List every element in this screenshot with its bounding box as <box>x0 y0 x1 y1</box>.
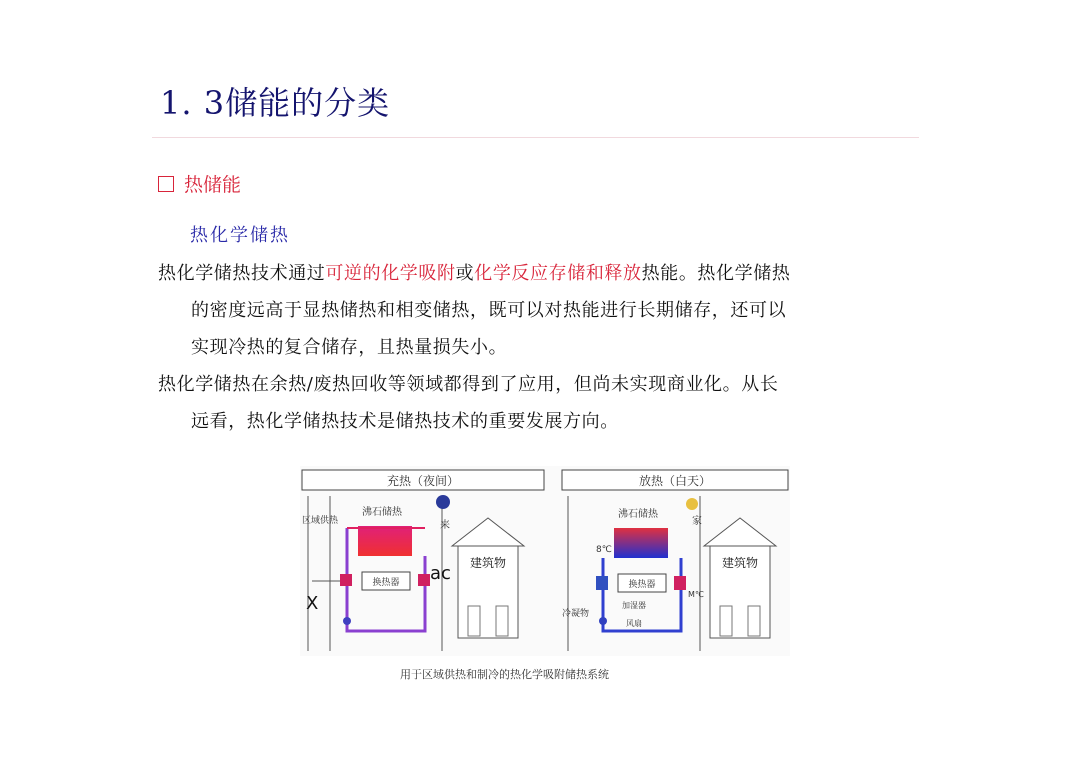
subsection-heading: 热化学储热 <box>190 225 290 246</box>
humidifier-label: 加湿器 <box>622 601 646 610</box>
paragraph-1-line-3: 实现冷热的复合储存，且热量损失小。 <box>191 337 508 358</box>
left-mark: 来 <box>440 520 450 531</box>
section-heading-text: 热储能 <box>184 174 242 196</box>
system-diagram <box>300 466 790 656</box>
right-temp-label: 8℃ <box>596 545 612 555</box>
left-header: 充热（夜间） <box>386 474 460 488</box>
right-valve <box>596 576 608 590</box>
right-store-label: 沸石储热 <box>618 509 658 520</box>
title-divider <box>152 137 919 138</box>
figure-caption: 用于区域供热和制冷的热化学吸附储热系统 <box>400 668 609 681</box>
right-valve-2 <box>674 576 686 590</box>
sun-icon <box>686 498 698 510</box>
right-header: 放热（白天） <box>638 474 712 488</box>
m-mark: M℃ <box>688 590 704 599</box>
highlight-text: 化学反应存储和释放 <box>474 263 642 284</box>
paragraph-2-line-1: 热化学储热在余热/废热回收等领域都得到了应用，但尚未实现商业化。从长 <box>158 374 779 395</box>
text-run: 或 <box>455 263 475 284</box>
left-valve <box>340 574 352 586</box>
page-title: 1. 3储能的分类 <box>160 84 391 122</box>
left-building-label: 建筑物 <box>469 556 507 570</box>
right-building-label: 建筑物 <box>721 556 759 570</box>
paragraph-2-line-2: 远看，热化学储热技术是储热技术的重要发展方向。 <box>191 411 619 432</box>
section-heading <box>158 170 241 197</box>
right-zeolite-tank <box>614 528 668 558</box>
right-exchanger-label: 换热器 <box>628 580 656 590</box>
diagram-svg <box>300 466 790 656</box>
paragraph-1-line-2: 的密度远高于显热储热和相变储热，既可以对热能进行长期储存，还可以 <box>191 300 787 321</box>
district-heating-label: 区域供热 <box>302 516 339 526</box>
paragraph-1-line-1 <box>158 255 918 292</box>
x-mark: X <box>306 593 319 614</box>
paragraph-1 <box>158 255 918 366</box>
fan-label: 风扇 <box>626 619 642 628</box>
text-run: 热能。热化学储热 <box>641 263 791 284</box>
highlight-text: 可逆的化学吸附 <box>325 263 456 284</box>
moon-icon <box>436 495 450 509</box>
right-pump-icon <box>599 617 607 625</box>
condenser-label: 冷凝物 <box>562 609 590 619</box>
left-store-label: 沸石储热 <box>362 507 402 518</box>
ac-mark: ac <box>430 563 451 584</box>
left-valve-2 <box>418 574 430 586</box>
paragraph-2 <box>158 366 918 440</box>
left-zeolite-tank <box>358 526 412 556</box>
right-mark: 家 <box>692 516 702 527</box>
left-pump-icon <box>343 617 351 625</box>
text-run: 热化学储热技术通过 <box>158 263 326 284</box>
left-exchanger-label: 换热器 <box>372 578 400 588</box>
checkbox-bullet-icon <box>158 176 174 192</box>
